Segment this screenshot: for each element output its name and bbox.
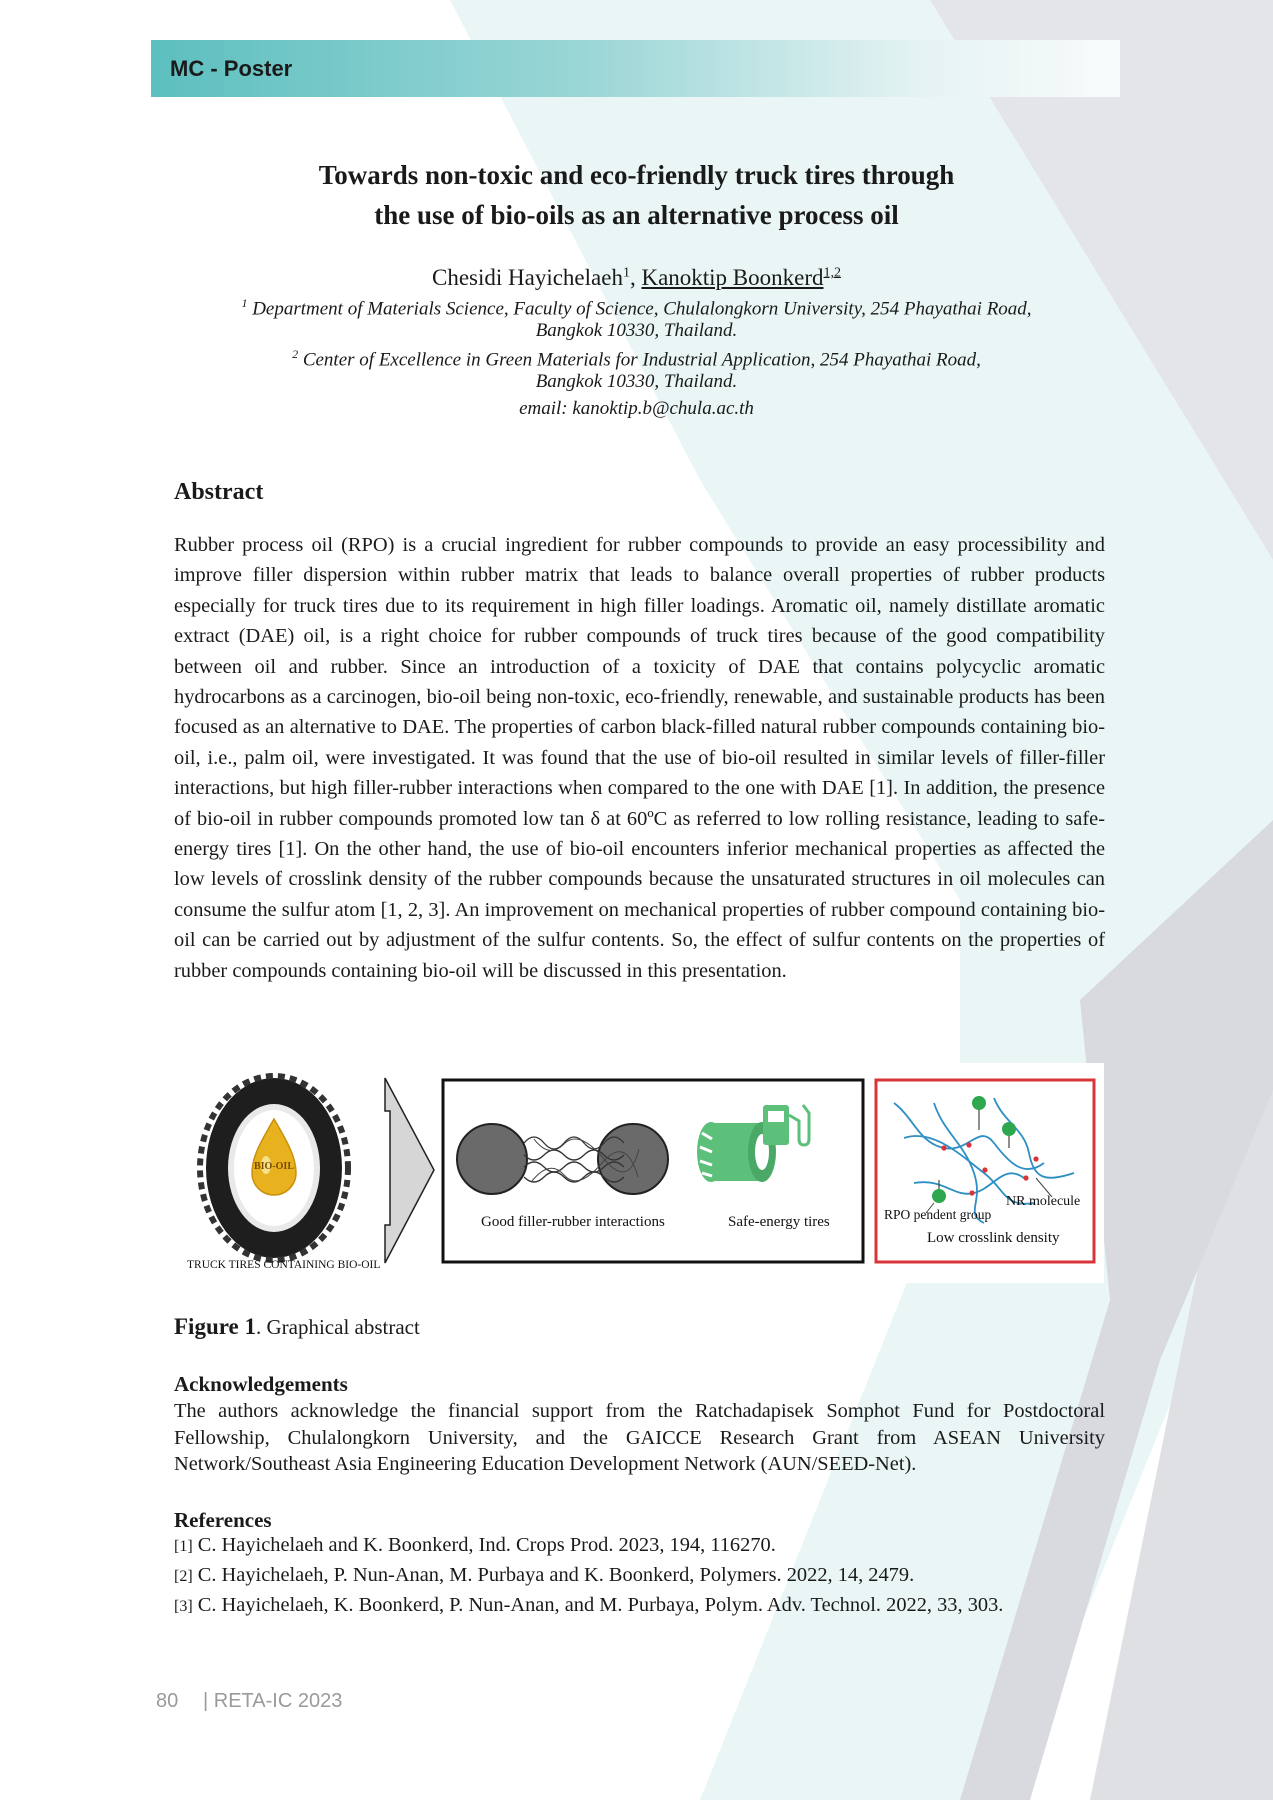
reference-number: [2]: [174, 1568, 193, 1585]
rpo-pendent-label: RPO pendent group: [884, 1207, 992, 1222]
affiliation-2-line-1: [160, 347, 1113, 371]
good-filler-rubber-label: Good filler-rubber interactions: [481, 1214, 665, 1230]
author-list: [160, 265, 1113, 291]
author-2-affiliation: 1,2: [823, 265, 842, 281]
abstract-heading: Abstract: [174, 479, 264, 505]
affiliation-2-text: Center of Excellence in Green Materials for Industrial Application, 254 Phayathai Road,: [302, 349, 981, 371]
reference-text: C. Hayichelaeh, P. Nun-Anan, M. Purbaya and K. Boonkerd, Polymers. 2022, 14, 2479.: [197, 1564, 915, 1586]
graphical-abstract: [174, 1063, 1104, 1283]
reference-item: [174, 1564, 914, 1587]
affiliation-2-mark: 2: [292, 347, 299, 361]
bio-oil-label: BIO-OIL: [253, 1161, 295, 1172]
affiliation-1-line-2: Bangkok 10330, Thailand.: [535, 320, 738, 341]
affiliation-1-line-1: [160, 296, 1113, 320]
affiliation-1-mark: 1: [241, 296, 248, 310]
section-label: MC - Poster: [170, 56, 293, 81]
author-1: Chesidi Hayichelaeh: [431, 265, 623, 290]
figure-caption-text: . Graphical abstract: [255, 1315, 420, 1339]
page-number: 80: [156, 1690, 179, 1712]
nr-molecule-label: NR molecule: [1006, 1194, 1081, 1209]
process-arrow: [385, 1078, 434, 1263]
reference-item: [174, 1594, 1003, 1617]
paper-title-line-2: the use of bio-oils as an alternative process oil: [374, 200, 899, 230]
acknowledgements-heading: Acknowledgements: [174, 1372, 348, 1396]
abstract-body: Rubber process oil (RPO) is a crucial ingredient for rubber compounds to provide an easy processibility and improve filler dispersion within rubber matrix that leads to balance overall properties of rubber products especially for truck tires due to its requirement in high filler loadings. Aromatic oil, namely distillate aromatic extract (DAE) oil, is a right choice for rubber compounds of truck tires because of the good compatibility between oil and rubber. Since an introduction of a toxicity of DAE that contains polycyclic aromatic hydrocarbons as a carcinogen, bio-oil being non-toxic, eco-friendly, renewable, and sustainable products has been focused as an alternative to DAE. The properties of carbon black-filled natural rubber compounds containing bio-oil, i.e., palm oil, were investigated. It was found that the use of bio-oil resulted in similar levels of filler-filler interactions, but high filler-rubber interactions when compared to the one with DAE [1]. In addition, the presence of bio-oil in rubber compounds promoted low tan δ at 60ºC as referred to low rolling resistance, leading to safe-energy tires [1]. On the other hand, the use of bio-oil encounters inferior mechanical properties as affected the low levels of crosslink density of the rubber compounds because the unsaturated structures in oil molecules can consume the sulfur atom [1, 2, 3]. An improvement on mechanical properties of rubber compound containing bio-oil can be carried out by adjustment of the sulfur contents. So, the effect of sulfur contents on the properties of rubber compounds containing bio-oil will be discussed in this presentation.: [174, 534, 1105, 982]
reference-text: C. Hayichelaeh and K. Boonkerd, Ind. Crops Prod. 2023, 194, 116270.: [197, 1534, 776, 1556]
figure-caption: [174, 1314, 420, 1340]
author-2: Kanoktip Boonkerd: [641, 265, 824, 290]
header-banner: [151, 40, 1120, 97]
author-separator: ,: [629, 265, 642, 290]
affiliation-1-text: Department of Materials Science, Faculty of Science, Chulalongkorn University, 254 Phayathai Road,: [252, 298, 1032, 320]
reference-item: [174, 1534, 776, 1557]
reference-text: C. Hayichelaeh, K. Boonkerd, P. Nun-Anan, and M. Purbaya, Polym. Adv. Technol. 2022, 33, 303.: [197, 1594, 1004, 1616]
contact-email: email: kanoktip.b@chula.ac.th: [519, 398, 754, 419]
low-crosslink-label: Low crosslink density: [927, 1230, 1060, 1246]
author-1-affiliation: 1: [622, 265, 630, 281]
affiliation-2-line-2: Bangkok 10330, Thailand.: [535, 371, 738, 392]
reference-number: [3]: [174, 1598, 193, 1615]
figure-caption-label: Figure 1: [174, 1314, 256, 1339]
truck-tires-caption: TRUCK TIRES CONTAINING BIO-OIL: [187, 1259, 381, 1271]
reference-number: [1]: [174, 1538, 193, 1555]
references-heading: References: [174, 1508, 272, 1532]
paper-title-line-1: Towards non-toxic and eco-friendly truck tires through: [318, 160, 955, 190]
safe-energy-label: Safe-energy tires: [728, 1214, 830, 1230]
conference-name: | RETA-IC 2023: [203, 1690, 343, 1712]
truck-tire-image: [200, 1076, 348, 1260]
acknowledgements-body: The authors acknowledge the financial support from the Ratchadapisek Somphot Fund for Postdoctoral Fellowship, Chulalongkorn University, and the GAICCE Research Grant from ASEAN University Network/Southeast Asia Engineering Education Development Network (AUN/SEED-Net).: [174, 1400, 1105, 1475]
